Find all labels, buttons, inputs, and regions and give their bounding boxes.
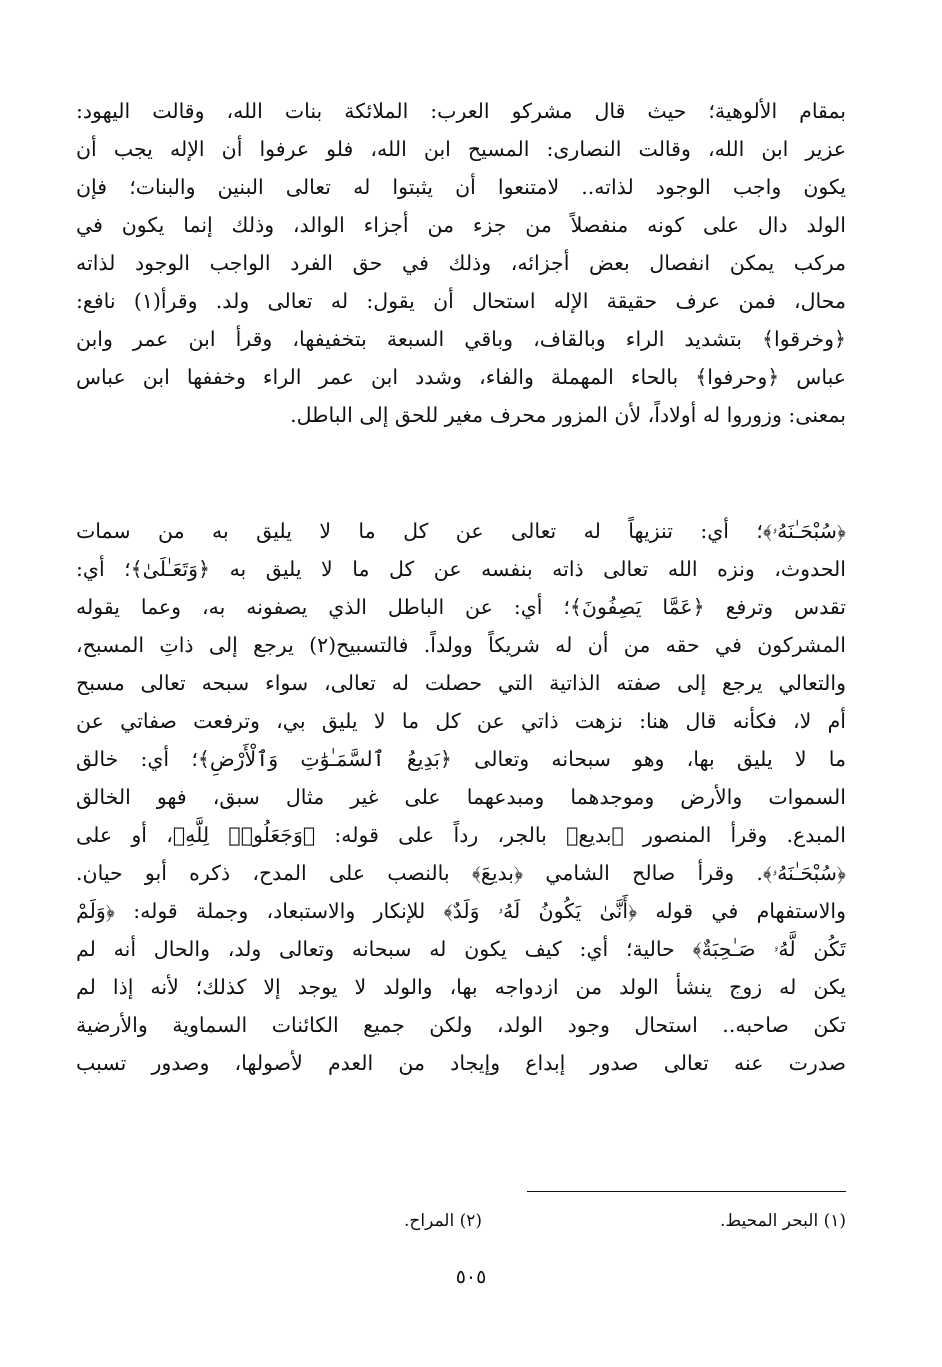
text-line: والتعالي يرجع إلى صفته الذاتية التي حصلت له تعالى، سواء سبحه تعالى مسبح — [76, 671, 846, 695]
text-line: ﴿سُبْحَـٰنَهُۥ﴾؛ أي: تنزيهاً له تعالى عن كل ما لا يليق به من سمات — [76, 519, 846, 543]
page-number: ٥٠٥ — [455, 1266, 487, 1288]
footnote-separator — [527, 1191, 846, 1192]
text-line: مركب يمكن انفصال بعض أجزائه، وذلك في حق الفرد الواجب الوجود لذاته — [76, 251, 846, 275]
text-line: عزير ابن الله، وقالت النصارى: المسيح ابن الله، فلو عرفوا أن الإله يجب أن — [76, 137, 846, 161]
text-line: والاستفهام في قوله ﴿أَنَّىٰ يَكُونُ لَهُۥ وَلَدٌ﴾ للإنكار والاستبعاد، وجملة قوله: ﴿وَلَمْ — [76, 899, 846, 923]
text-line: تَكُن لَّهُۥ صَـٰحِبَةٌ﴾ حالية؛ أي: كيف يكون له سبحانه وتعالى ولد، والحال أنه لم — [76, 937, 846, 961]
text-line: صدرت عنه تعالى صدور إبداع وإيجاد من العدم لأصولها، وصدور تسبب — [76, 1051, 846, 1075]
text-line: عباس ﴿وحرفوا﴾ بالحاء المهملة والفاء، وشدد ابن عمر الراء وخففها ابن عباس — [76, 365, 846, 389]
text-line: ما لا يليق بها، وهو سبحانه وتعالى ﴿بَدِيعُ ٱلسَّمَـٰوَٰتِ وَٱلْأَرْضِ﴾؛ أي: خالق — [76, 747, 846, 771]
text-line: المبدع. وقرأ المنصور ﴿بديع﴾ بالجر، رداً على قوله: ﴿وَجَعَلُوا۟ لِلَّهِ﴾، أو على — [76, 823, 846, 847]
text-line: ﴿سُبْحَـٰنَهُۥ﴾. وقرأ صالح الشامي ﴿بديعَ﴾ بالنصب على المدح، ذكره أبو حيان. — [76, 861, 846, 885]
footnote-1: (١) البحر المحيط. — [720, 1211, 846, 1231]
body-paragraph-2 — [76, 512, 846, 1082]
body-paragraph-1 — [76, 92, 846, 434]
text-line: تقدس وترفع ﴿عَمَّا يَصِفُونَ﴾؛ أي: عن الباطل الذي يصفونه به، وعما يقوله — [76, 595, 846, 619]
text-line: يكون واجب الوجود لذاته.. لامتنعوا أن يثبتوا له تعالى البنين والبنات؛ فإن — [76, 175, 846, 199]
text-line: يكن له زوج ينشأ الولد من ازدواجه بها، والولد لا يوجد إلا كذلك؛ لأنه إذا لم — [76, 975, 846, 999]
text-line: ﴿وخرقوا﴾ بتشديد الراء وبالقاف، وباقي السبعة بتخفيفها، وقرأ ابن عمر وابن — [76, 327, 846, 351]
text-line: المشركون في حقه من أن له شريكاً وولداً. فالتسبيح(٢) يرجع إلى ذاتِ المسبح، — [76, 633, 846, 657]
text-line: أم لا، فكأنه قال هنا: نزهت ذاتي عن كل ما لا يليق بي، وترفعت صفاتي عن — [76, 709, 846, 733]
text-line: السموات والأرض وموجدهما ومبدعهما على غير مثال سبق، فهو الخالق — [76, 785, 846, 809]
text-line: الولد دال على كونه منفصلاً من جزء من أجزاء الوالد، وذلك إنما يكون في — [76, 213, 846, 237]
text-line: الحدوث، ونزه الله تعالى ذاته بنفسه عن كل ما لا يليق به ﴿وَتَعَـٰلَىٰ﴾؛ أي: — [76, 557, 846, 581]
text-line: تكن صاحبه.. استحال وجود الولد، ولكن جميع الكائنات السماوية والأرضية — [76, 1013, 846, 1037]
text-line: بمقام الألوهية؛ حيث قال مشركو العرب: الملائكة بنات الله، وقالت اليهود: — [76, 99, 846, 123]
text-line: محال، فمن عرف حقيقة الإله استحال أن يقول: له تعالى ولد. وقرأ(١) نافع: — [76, 289, 846, 313]
footnote-2: (٢) المراح. — [403, 1211, 482, 1231]
text-line: بمعنى: وزوروا له أولاداً، لأن المزور محرف مغير للحق إلى الباطل. — [290, 403, 846, 427]
